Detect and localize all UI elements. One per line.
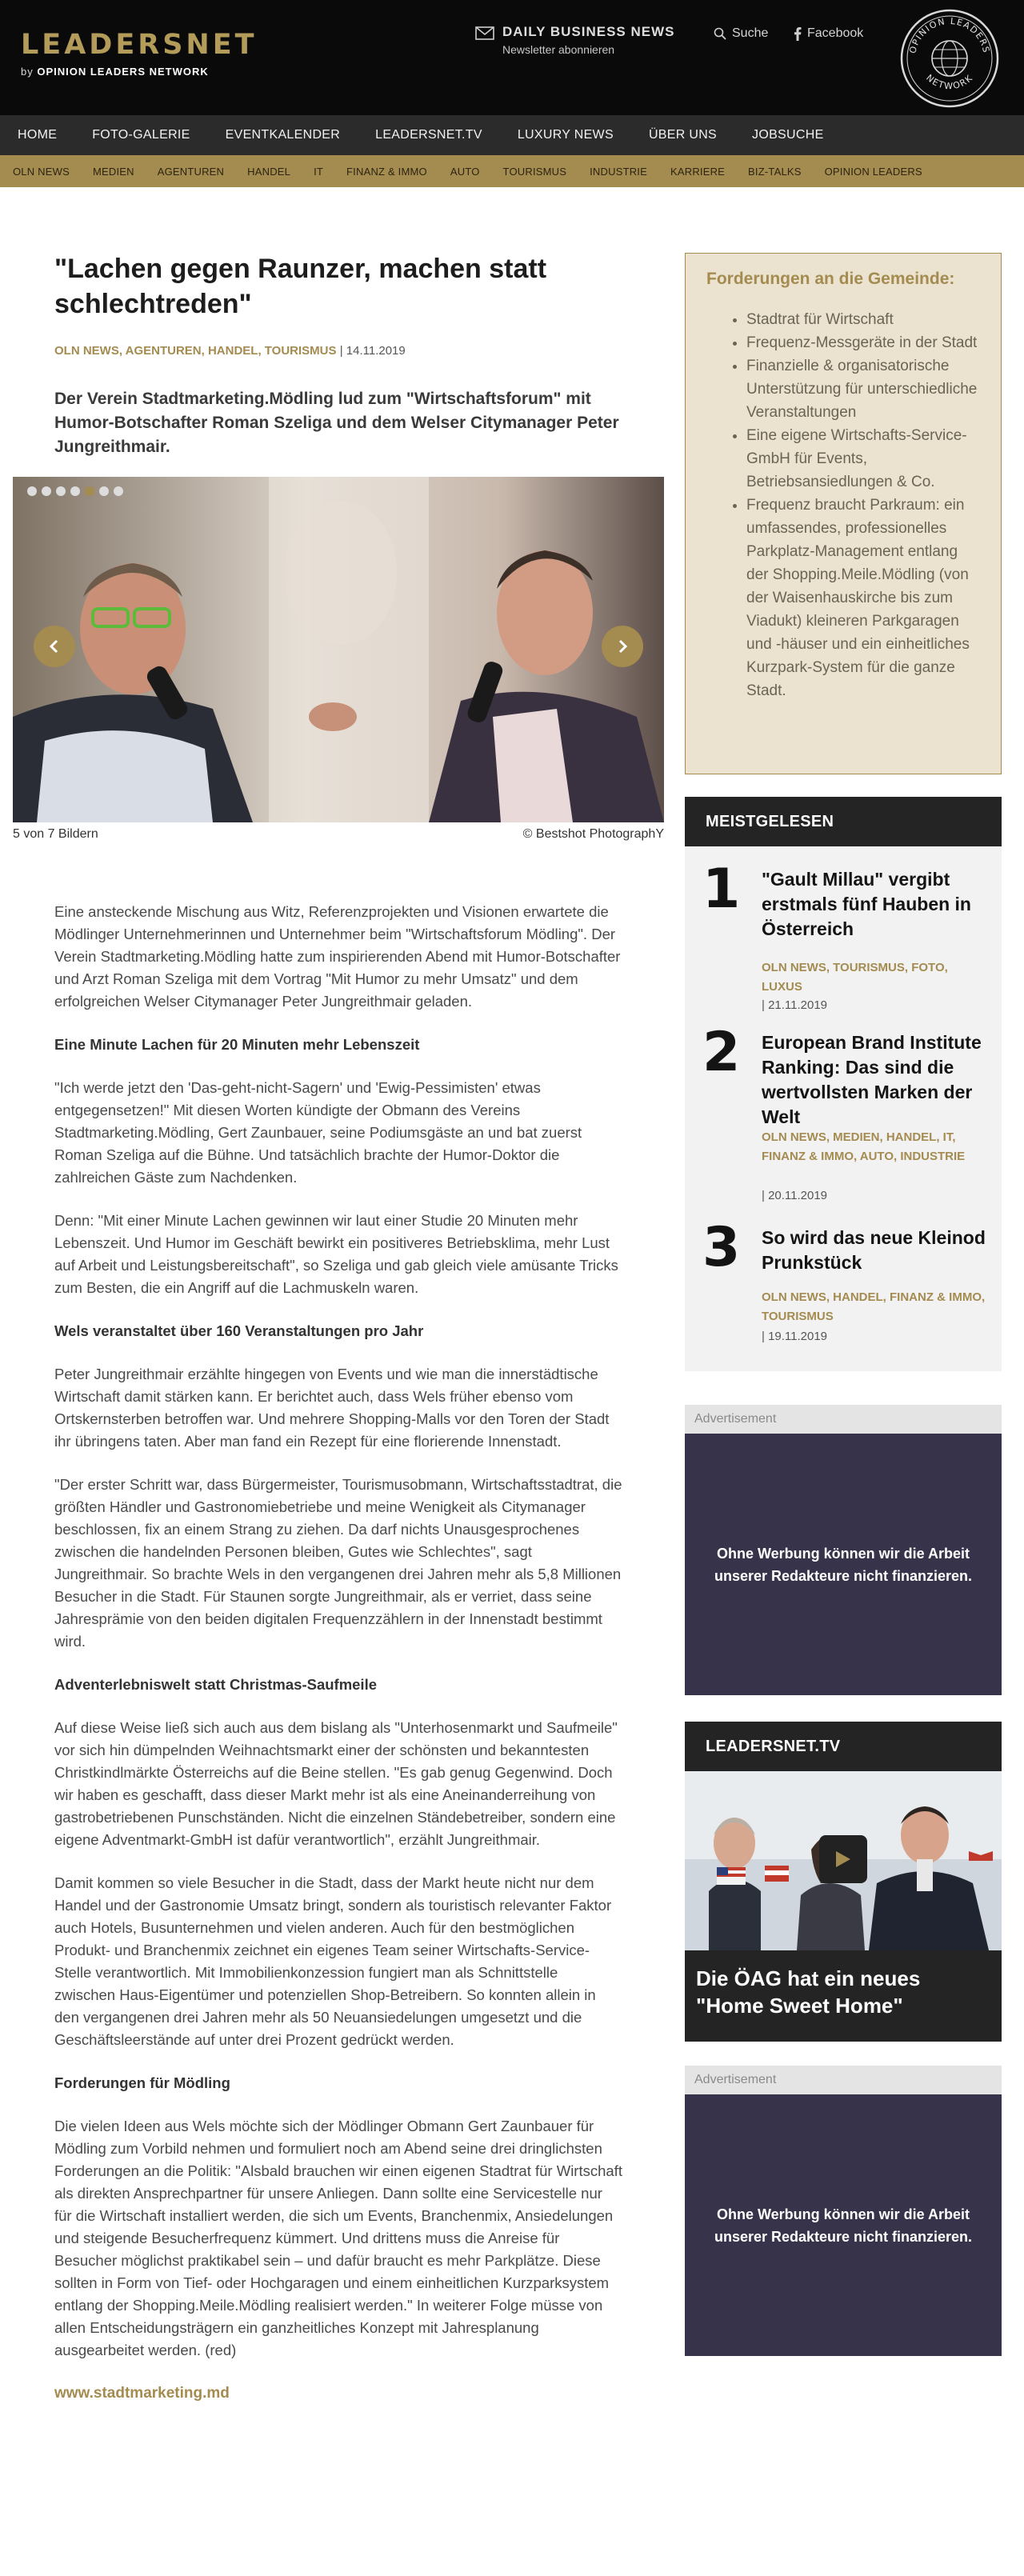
cat-industrie[interactable]: INDUSTRIE <box>590 165 647 178</box>
article-paragraph: Die vielen Ideen aus Wels möchte sich der Mödlinger Obmann Gert Zaunbauer für Mödling zum Vorbild nehmen und formuliert noch am Abend seine drei dringlichsten Forderungen an die Politik: "Alsbald brauchen wir einen eigenen Stadtrat für Wirtschaft als direkten Ansprechpartner für unsere Anliegen. Dann sollte eine Servicestelle nur für die Wirtschaft installiert werden, die sich um Events, Branchenmix, Ansiedelungen und steigende Besucherfrequenz kümmert. Und drittens muss die Anreise für Besucher möglichst praktikabel sein – und dafür braucht es mehr Parkplätze. Diese sollten in Form von Tief- oder Hochgaragen und einem einheitlichen Kurzparksystem entlang der Shopping.Meile.Mödling realisiert werden." In weiterer Folge müsse von allen Entscheidungsträgern ein ganzheitliches Konzept mit Jahresplanung ausgearbeitet werden. (red) <box>54 2118 622 2358</box>
newsletter-link[interactable] <box>475 24 675 56</box>
nav-luxury-news[interactable]: LUXURY NEWS <box>517 128 614 142</box>
ad-text: Ohne Werbung können wir die Arbeit unserer Redakteure nicht finanzieren. <box>714 2206 973 2245</box>
cat-karriere[interactable]: KARRIERE <box>670 165 726 178</box>
article-paragraph: Denn: "Mit einer Minute Lachen gewinnen wir laut einer Studie 20 Minuten mehr Lebenszeit. Und Humor im Geschäft bewirkt ein positiveres Betriebsklima, mehr Lust auf Arbeit und Leistungsbereitschaft", so Szeliga und gab gleich viele amüsante Tricks zum Besten, die ein Angriff auf die Lachmuskeln waren. <box>54 1212 618 1296</box>
search-label: Suche <box>732 26 769 40</box>
article-subheading: Adventerlebniswelt statt Christmas-Saufmeile <box>54 1676 377 1693</box>
main-navigation <box>0 115 1024 155</box>
meistgelesen-panel <box>685 797 1002 1371</box>
gallery-dot[interactable] <box>27 486 37 496</box>
ad-label: Advertisement <box>685 2066 1002 2094</box>
gallery-photo <box>13 477 664 822</box>
gallery-dot[interactable] <box>56 486 66 496</box>
article-date: 14.11.2019 <box>346 344 406 358</box>
external-link[interactable]: www.stadtmarketing.md <box>54 2385 230 2402</box>
search-icon <box>714 27 726 40</box>
forderung-item: • Frequenz braucht Parkraum: ein umfassendes, professionelles Parkplatz-Management entlang der Shopping.Meile.Mödling (von der Waisenhauskirche bis zum Viadukt) kleineren Parkgaragen und -häuser und ein einheitliches Kurzpark-System für die ganze Stadt. <box>746 494 980 702</box>
ad-body[interactable] <box>685 1434 1002 1695</box>
facebook-link[interactable] <box>794 26 863 41</box>
rank-number: 3 <box>702 1216 741 1279</box>
meistgelesen-title: MEISTGELESEN <box>685 797 1002 846</box>
article-subheading: Forderungen für Mödling <box>54 2074 230 2091</box>
cat-handel[interactable]: HANDEL <box>247 165 291 178</box>
site-logo[interactable] <box>21 29 258 78</box>
facebook-icon <box>794 27 802 41</box>
facebook-label: Facebook <box>807 26 864 40</box>
opinion-leaders-seal[interactable] <box>899 8 1000 109</box>
rank-number: 2 <box>702 1021 741 1084</box>
meistgelesen-list <box>685 846 1002 1371</box>
meistgelesen-headline[interactable]: So wird das neue Kleinod Prunkstück <box>762 1227 986 1273</box>
cat-medien[interactable]: MEDIEN <box>92 165 134 178</box>
gallery-dot-active[interactable] <box>85 486 94 496</box>
meistgelesen-headline[interactable]: "Gault Millau" vergibt erstmals fünf Hauben in Österreich <box>762 869 971 939</box>
leadersnet-tv-title: LEADERSNET.TV <box>685 1722 1002 1771</box>
gallery-prev-button[interactable] <box>34 626 75 667</box>
newsletter-subtitle: Newsletter abonnieren <box>502 43 615 56</box>
meistgelesen-date: | 21.11.2019 <box>762 998 828 1012</box>
chevron-right-icon <box>614 638 630 654</box>
nav-leadersnet-tv[interactable]: LEADERSNET.TV <box>375 128 482 142</box>
ad-label: Advertisement <box>685 1405 1002 1434</box>
advertisement[interactable] <box>685 1405 1002 1695</box>
photo-gallery[interactable] <box>13 477 664 822</box>
play-icon <box>834 1850 852 1869</box>
nav-home[interactable]: HOME <box>18 128 58 142</box>
cat-auto[interactable]: AUTO <box>450 165 480 178</box>
article-paragraph: Auf diese Weise ließ sich auch aus dem bislang als "Unterhosenmarkt und Saufmeile" vor sich hin dümpelnden Weihnachtsmarkt einer der schönsten und bekanntesten Christkindlmärkte Österreichs auf die Beine stellen. "Es gab genug Gegenwind. Doch wir haben es geschafft, dass dieser Markt mehr ist als eine Aneinanderreihung von gastrobetriebenen Punschständen. Nicht die einzelnen Ständebetreiber, sondern eine eigene Adventmarkt-GmbH ist dafür verantwortlich", erzählt Jungreithmair. <box>54 1719 618 1848</box>
gallery-dot[interactable] <box>114 486 123 496</box>
forderung-item: • Finanzielle & organisatorische Unterstützung für unterschiedliche Veranstaltungen <box>746 354 980 424</box>
cat-biz-talks[interactable]: BIZ-TALKS <box>748 165 802 178</box>
gallery-dot[interactable] <box>42 486 51 496</box>
gallery-counter: 5 von 7 Bildern <box>13 827 98 841</box>
nav-jobsuche[interactable]: JOBSUCHE <box>752 128 824 142</box>
forderungen-list <box>706 308 980 702</box>
article-paragraph: Damit kommen so viele Besucher in die Stadt, dass der Markt heute nicht nur dem Handel und der Gastronomie Umsatz bringt, sondern als touristisch relevanter Faktor auch Hotels, Busunternehmen und vielen anderen. Auch für den bestmöglichen Produkt- und Branchenmix zeichnet ein eigenes Team seiner Wirtschafts-Service-Stelle verantwortlich. Mit Immobilienkonzession fungiert man als Schnittstelle zwischen Haus-Eigentümer und potenziellen Shop-Betreibern. So konnten allein in den vergangenen drei Jahren mehr als 50 Neuansiedelungen umgesetzt und die Geschäftsleerstände auf unter drei Prozent gedrückt werden. <box>54 1874 612 2048</box>
category-navigation <box>0 155 1024 187</box>
chevron-left-icon <box>46 638 62 654</box>
gallery-next-button[interactable] <box>602 626 643 667</box>
meta-separator: | <box>339 344 346 358</box>
article-paragraph: "Ich werde jetzt den 'Das-geht-nicht-Sagern' und 'Ewig-Pessimisten' etwas entgegensetzen!" Mit diesen Worten kündigte der Obmann des Vereins Stadtmarketing.Mödling, Gert Zaunbauer, seine Podiumsgäste an und bat zuerst Roman Szeliga auf die Bühne. Und tatsächlich brachte der Humor-Doktor die zahlreichen Gäste zum Nachdenken. <box>54 1079 582 1186</box>
article-lead: Der Verein Stadtmarketing.Mödling lud zum "Wirtschaftsforum" mit Humor-Botschafter Roman Szeliga und dem Welser Citymanager Peter Jungreithmair. <box>54 390 619 456</box>
ad-text: Ohne Werbung können wir die Arbeit unserer Redakteure nicht finanzieren. <box>714 1545 973 1584</box>
article-subheading: Wels veranstaltet über 160 Veranstaltungen pro Jahr <box>54 1322 424 1339</box>
forderung-item: • Frequenz-Messgeräte in der Stadt <box>746 331 980 354</box>
forderungen-title: Forderungen an die Gemeinde: <box>706 270 955 288</box>
cat-agenturen[interactable]: AGENTUREN <box>157 165 225 178</box>
meistgelesen-date: | 20.11.2019 <box>762 1189 828 1202</box>
cat-oln-news[interactable]: OLN NEWS <box>13 165 70 178</box>
tv-video-thumbnail[interactable] <box>685 1771 1002 1950</box>
article-paragraph: Peter Jungreithmair erzählte hingegen von Events und wie man die innerstädtische Wirtschaft damit stärken kann. Er berichtet auch, dass Wels früher ebenso vom Ortskernsterben betroffen war. Und mehrere Shopping-Malls vor den Toren der Stadt ihr übringens taten. Aber man fand ein Rezept für eine florierende Innenstadt. <box>54 1366 610 1450</box>
nav-eventkalender[interactable]: EVENTKALENDER <box>225 128 341 142</box>
logo-tagline <box>21 66 258 78</box>
gallery-caption <box>13 827 664 842</box>
forderung-item: • Stadtrat für Wirtschaft <box>746 308 980 331</box>
logo-tagline-name: OPINION LEADERS NETWORK <box>37 66 209 78</box>
top-header <box>0 0 1024 115</box>
logo-wordmark: LEADERSNET <box>21 29 258 61</box>
cat-it[interactable]: IT <box>314 165 324 178</box>
meistgelesen-categories[interactable]: OLN NEWS, TOURISMUS, FOTO, LUXUS <box>762 961 948 994</box>
leadersnet-tv-panel <box>685 1722 1002 2042</box>
search-link[interactable] <box>714 26 768 41</box>
advertisement[interactable] <box>685 2066 1002 2356</box>
article-categories[interactable]: OLN NEWS, AGENTUREN, HANDEL, TOURISMUS <box>54 344 337 358</box>
rank-number: 1 <box>702 858 741 921</box>
article-paragraph: "Der erster Schritt war, dass Bürgermeister, Tourismusobmann, Wirtschaftsstadtrat, die größten Händler und Gastronomiebetriebe und meine Wenigkeit als Citymanager beschlossen, fix an einem Strang zu ziehen. Da darf nichts Unausgesprochenes zwischen die handelnden Personen bleiben, Gutes wie Schlechtes", sagt Jungreithmair. So brachte Wels in den vergangenen drei Jahren mehr als 5,8 Millionen Besucher in die Stadt. Für Staunen sorgte Jungreithmair, als er verriet, dass seine Jahresprämie von den beiden digitalen Frequenzzählern in der Innenstadt bestimmt wird. <box>54 1476 622 1650</box>
logo-tagline-prefix: by <box>21 66 34 78</box>
forderung-item: • Eine eigene Wirtschafts-Service-GmbH für Events, Betriebsansiedlungen & Co. <box>746 424 980 494</box>
cat-opinion-leaders[interactable]: OPINION LEADERS <box>824 165 922 178</box>
gallery-credit: © Bestshot PhotographY <box>522 827 664 841</box>
tv-video-headline[interactable]: Die ÖAG hat ein neues "Home Sweet Home" <box>685 1950 1002 2042</box>
nav-ueber-uns[interactable]: ÜBER UNS <box>648 128 718 142</box>
gallery-dots <box>27 486 123 496</box>
envelope-icon <box>475 26 494 40</box>
article-title: "Lachen gegen Raunzer, machen statt schlechtreden" <box>54 254 547 319</box>
seal-text-bottom: NETWORK <box>924 72 975 92</box>
gallery-dot[interactable] <box>70 486 80 496</box>
seal-text-top: OPINION LEADERS <box>907 15 992 55</box>
meistgelesen-categories[interactable]: OLN NEWS, MEDIEN, HANDEL, IT, FINANZ & IMMO, AUTO, INDUSTRIE <box>762 1130 966 1163</box>
play-button[interactable] <box>819 1835 867 1883</box>
cat-finanz-immo[interactable]: FINANZ & IMMO <box>346 165 427 178</box>
meistgelesen-date: | 19.11.2019 <box>762 1330 828 1343</box>
meistgelesen-categories[interactable]: OLN NEWS, HANDEL, FINANZ & IMMO, TOURISMUS <box>762 1290 986 1323</box>
nav-foto-galerie[interactable]: FOTO-GALERIE <box>92 128 190 142</box>
ad-body[interactable] <box>685 2094 1002 2356</box>
article-body <box>54 901 622 2405</box>
gallery-dot[interactable] <box>99 486 109 496</box>
newsletter-title: DAILY BUSINESS NEWS <box>502 24 675 39</box>
forderungen-box <box>685 253 1002 774</box>
article-subheading: Eine Minute Lachen für 20 Minuten mehr Lebenszeit <box>54 1036 420 1053</box>
article-paragraph: Eine ansteckende Mischung aus Witz, Referenzprojekten und Visionen erwartete die Mödlinger Unternehmerinnen und Unternehmer beim "Wirtschaftsforum Mödling". Der Verein Stadtmarketing.Mödling hatte zum inspirierenden Abend mit Humor-Botschafter und Arzt Roman Szeliga mit dem Vortrag "Mit Humor zu mehr Umsatz" und dem erfolgreichen Welser Citymanager Peter Jungreithmair geladen. <box>54 903 621 1010</box>
meistgelesen-headline[interactable]: European Brand Institute Ranking: Das sind die wertvollsten Marken der Welt <box>762 1032 982 1127</box>
cat-tourismus[interactable]: TOURISMUS <box>502 165 567 178</box>
article-meta <box>54 344 406 358</box>
